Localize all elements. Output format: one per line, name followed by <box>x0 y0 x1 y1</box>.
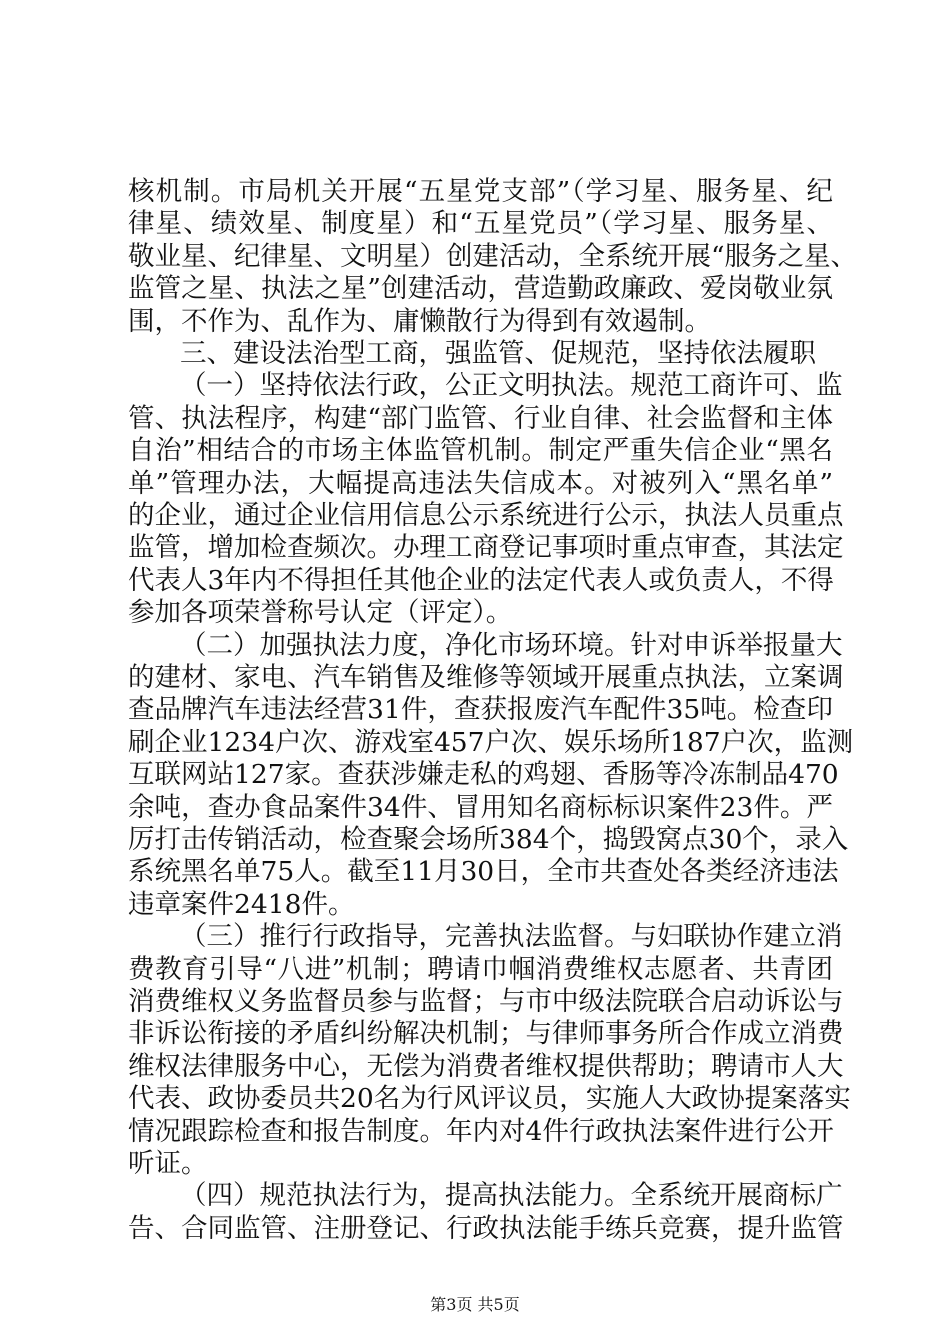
text-line: 维权法律服务中心，无偿为消费者维权提供帮助；聘请市人大 <box>128 1050 844 1082</box>
text-line: 违章案件2418件。 <box>128 888 355 920</box>
text-line: 厉打击传销活动，检查聚会场所384个，捣毁窝点30个，录入 <box>128 824 849 855</box>
text-line: 查品牌汽车违法经营31件，查获报废汽车配件35吨。检查印 <box>128 694 833 726</box>
paragraph-first-line: （三）推行行政指导，完善执法监督。与妇联协作建立消 <box>180 921 843 953</box>
text-line: 管、执法程序，构建“部门监管、行业自律、社会监督和主体 <box>128 402 833 434</box>
text-line: 围，不作为、乱作为、庸懒散行为得到有效遏制。 <box>128 305 711 337</box>
text-line: 系统黑名单75人。截至11月30日，全市共查处各类经济违法 <box>128 856 839 888</box>
text-line: 敬业星、纪律星、文明星）创建活动，全系统开展“服务之星、 <box>128 240 858 272</box>
text-line: 刷企业1234户次、游戏室457户次、娱乐场所187户次，监测 <box>128 726 854 758</box>
paragraph-first-line: （二）加强执法力度，净化市场环境。针对申诉举报量大 <box>180 629 843 661</box>
text-line: 自治”相结合的市场主体监管机制。制定严重失信企业“黑名 <box>128 435 833 467</box>
text-line: 互联网站127家。查获涉嫌走私的鸡翅、香肠等冷冻制品470 <box>128 759 839 791</box>
text-line: 告、合同监管、注册登记、行政执法能手练兵竞赛，提升监管 <box>128 1212 844 1244</box>
text-line: 听证。 <box>128 1148 208 1179</box>
text-line: 代表人3年内不得担任其他企业的法定代表人或负责人，不得 <box>128 564 834 596</box>
text-line: 参加各项荣誉称号认定（评定）。 <box>128 597 513 629</box>
text-line: 情况跟踪检查和报告制度。年内对4件行政执法案件进行公开 <box>128 1115 834 1147</box>
text-line: 单”管理办法，大幅提高违法失信成本。对被列入“黑名单” <box>128 467 833 499</box>
text-line: 的企业，通过企业信用信息公示系统进行公示，执法人员重点 <box>128 500 844 531</box>
text-line: 监管之星、执法之星”创建活动，营造勤政廉政、爱岗敬业氛 <box>128 273 833 305</box>
text-line: 监管，增加检查频次。办理工商登记事项时重点审查，其法定 <box>128 532 844 564</box>
text-line: 律星、绩效星、制度星）和“五星党员”（学习星、服务星、 <box>128 208 833 240</box>
text-line: 代表、政协委员共20名为行风评议员，实施人大政协提案落实 <box>128 1083 851 1115</box>
text-line: 核机制。市局机关开展“五星党支部”（学习星、服务星、纪 <box>128 176 833 207</box>
paragraph-first-line: （一）坚持依法行政，公正文明执法。规范工商许可、监 <box>180 370 843 402</box>
section-heading: 三、建设法治型工商，强监管、促规范，坚持依法履职 <box>180 338 816 369</box>
page-footer: 第3页 共5页 <box>430 1295 520 1314</box>
text-line: 非诉讼衔接的矛盾纠纷解决机制；与律师事务所合作成立消费 <box>128 1018 844 1050</box>
text-line: 的建材、家电、汽车销售及维修等领域开展重点执法，立案调 <box>128 662 844 693</box>
text-line: 消费维权义务监督员参与监督；与市中级法院联合启动诉讼与 <box>128 986 844 1017</box>
text-line: 费教育引导“八进”机制；聘请巾帼消费维权志愿者、共青团 <box>128 953 833 985</box>
paragraph-first-line: （四）规范执法行为，提高执法能力。全系统开展商标广 <box>180 1180 843 1212</box>
text-line: 余吨，查办食品案件34件、冒用知名商标标识案件23件。严 <box>128 791 833 823</box>
